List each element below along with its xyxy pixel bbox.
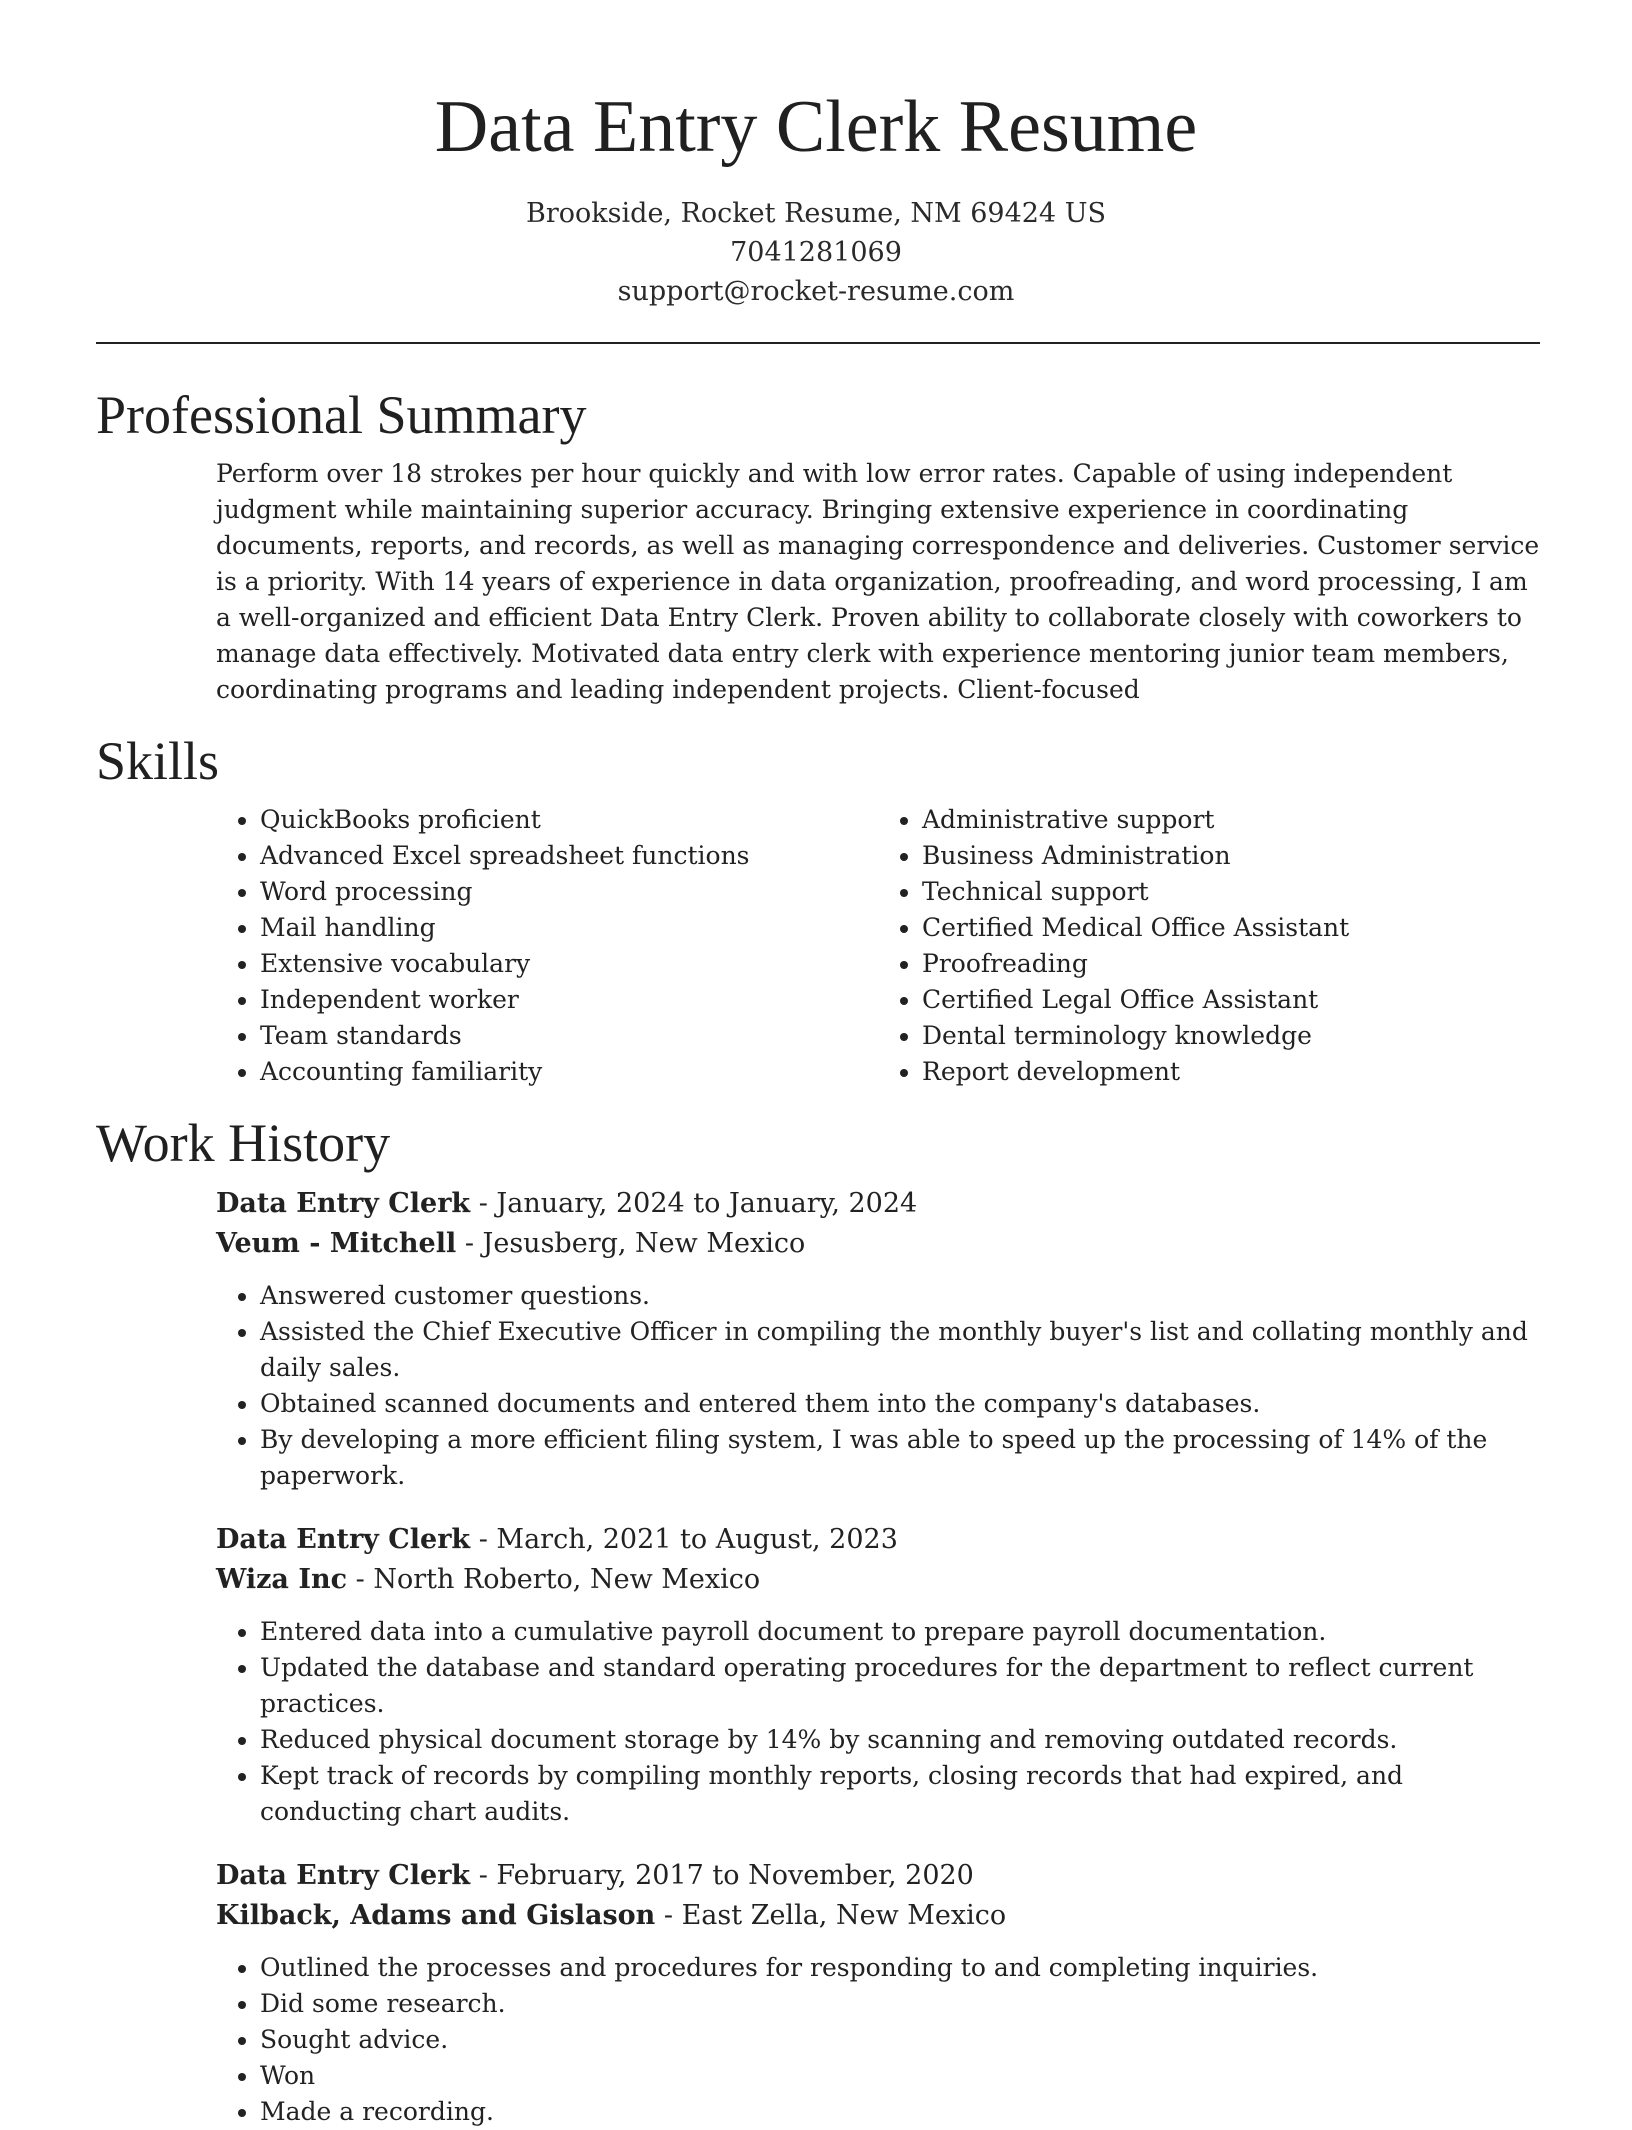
job-bullet: • Assisted the Chief Executive Officer in compiling the monthly buyer's list and collating monthly and daily sales. [260, 1314, 1540, 1386]
job-bullet: • Updated the database and standard operating procedures for the department to reflect current practices. [260, 1650, 1540, 1722]
job-bullet: • Kept track of records by compiling monthly reports, closing records that had expired, and conducting chart audits. [260, 1758, 1540, 1830]
contact-block [0, 194, 1632, 311]
summary-heading: Professional Summary [96, 385, 587, 445]
job-bullets [216, 1614, 1540, 1830]
job-title-line [216, 1184, 1540, 1224]
job-company: Kilback, Adams and Gislason [216, 1900, 656, 1931]
job-company-line [216, 1224, 1540, 1264]
skill-item: • Independent worker [260, 982, 878, 1018]
skills-list-left [216, 802, 878, 1090]
skill-item: • Accounting familiarity [260, 1054, 878, 1090]
header-divider [96, 342, 1540, 344]
job-bullet: • Won [260, 2058, 1540, 2094]
contact-email: support@rocket-resume.com [617, 276, 1015, 307]
resume-title: Data Entry Clerk Resume [434, 86, 1198, 168]
skills-section [96, 726, 1540, 1090]
skills-list-right [878, 802, 1540, 1090]
job-bullet: • Answered customer questions. [260, 1278, 1540, 1314]
job-title: Data Entry Clerk [216, 1188, 471, 1219]
job-dates: - February, 2017 to November, 2020 [470, 1860, 974, 1891]
skill-item: • Mail handling [260, 910, 878, 946]
job-company: Veum - Mitchell [216, 1228, 457, 1259]
job-title: Data Entry Clerk [216, 1860, 471, 1891]
job-bullet: • By developing a more efficient filing system, I was able to speed up the processing of 14% of the paperwork. [260, 1422, 1540, 1494]
job-title: Data Entry Clerk [216, 1524, 471, 1555]
job-entry [216, 1520, 1540, 1830]
resume-header [0, 0, 1632, 311]
job-location: - East Zella, New Mexico [655, 1900, 1007, 1931]
skill-item: • Word processing [260, 874, 878, 910]
skills-heading: Skills [96, 731, 220, 791]
job-bullet: • Entered data into a cumulative payroll document to prepare payroll documentation. [260, 1614, 1540, 1650]
job-company-line [216, 1896, 1540, 1936]
job-company-line [216, 1560, 1540, 1600]
skill-item: • Team standards [260, 1018, 878, 1054]
job-location: - North Roberto, New Mexico [347, 1564, 761, 1595]
skill-item: • Administrative support [922, 802, 1540, 838]
job-bullet: • Reduced physical document storage by 14% by scanning and removing outdated records. [260, 1722, 1540, 1758]
skill-item: • Certified Medical Office Assistant [922, 910, 1540, 946]
resume-body [96, 380, 1540, 2130]
job-entry [216, 1856, 1540, 2130]
job-entry [216, 1184, 1540, 1494]
job-bullets [216, 1950, 1540, 2130]
job-dates: - March, 2021 to August, 2023 [470, 1524, 898, 1555]
job-bullets [216, 1278, 1540, 1494]
work-history-heading: Work History [96, 1113, 391, 1173]
job-bullet: • Did some research. [260, 1986, 1540, 2022]
skill-item: • Report development [922, 1054, 1540, 1090]
contact-phone: 7041281069 [730, 237, 902, 268]
skill-item: • Technical support [922, 874, 1540, 910]
job-bullet: • Outlined the processes and procedures for responding to and completing inquiries. [260, 1950, 1540, 1986]
job-title-line [216, 1856, 1540, 1896]
skill-item: • Dental terminology knowledge [922, 1018, 1540, 1054]
job-dates: - January, 2024 to January, 2024 [470, 1188, 918, 1219]
skill-item: • Certified Legal Office Assistant [922, 982, 1540, 1018]
job-location: - Jesusberg, New Mexico [456, 1228, 806, 1259]
skill-item: • QuickBooks proficient [260, 802, 878, 838]
job-bullet: • Obtained scanned documents and entered them into the company's databases. [260, 1386, 1540, 1422]
contact-address: Brookside, Rocket Resume, NM 69424 US [526, 198, 1106, 229]
summary-section [96, 380, 1540, 708]
job-title-line [216, 1520, 1540, 1560]
skill-item: • Proofreading [922, 946, 1540, 982]
job-bullet: • Sought advice. [260, 2022, 1540, 2058]
summary-text: Perform over 18 strokes per hour quickly and with low error rates. Capable of using independent judgment while maintaining superior accuracy. Bringing extensive experience in coordinating documents, reports, and records, as well as managing correspondence and deliveries. Customer service is a priority. With 14 years of experience in data organization, proofreading, and word processing, I am a well-organized and efficient Data Entry Clerk. Proven ability to collaborate closely with coworkers to manage data effectively. Motivated data entry clerk with experience mentoring junior team members, coordinating programs and leading independent projects. Client-focused [216, 459, 1540, 704]
work-history-section [96, 1108, 1540, 2130]
skill-item: • Extensive vocabulary [260, 946, 878, 982]
skill-item: • Advanced Excel spreadsheet functions [260, 838, 878, 874]
skills-columns [216, 802, 1540, 1090]
skill-item: • Business Administration [922, 838, 1540, 874]
job-company: Wiza Inc [216, 1564, 348, 1595]
job-bullet: • Made a recording. [260, 2094, 1540, 2130]
